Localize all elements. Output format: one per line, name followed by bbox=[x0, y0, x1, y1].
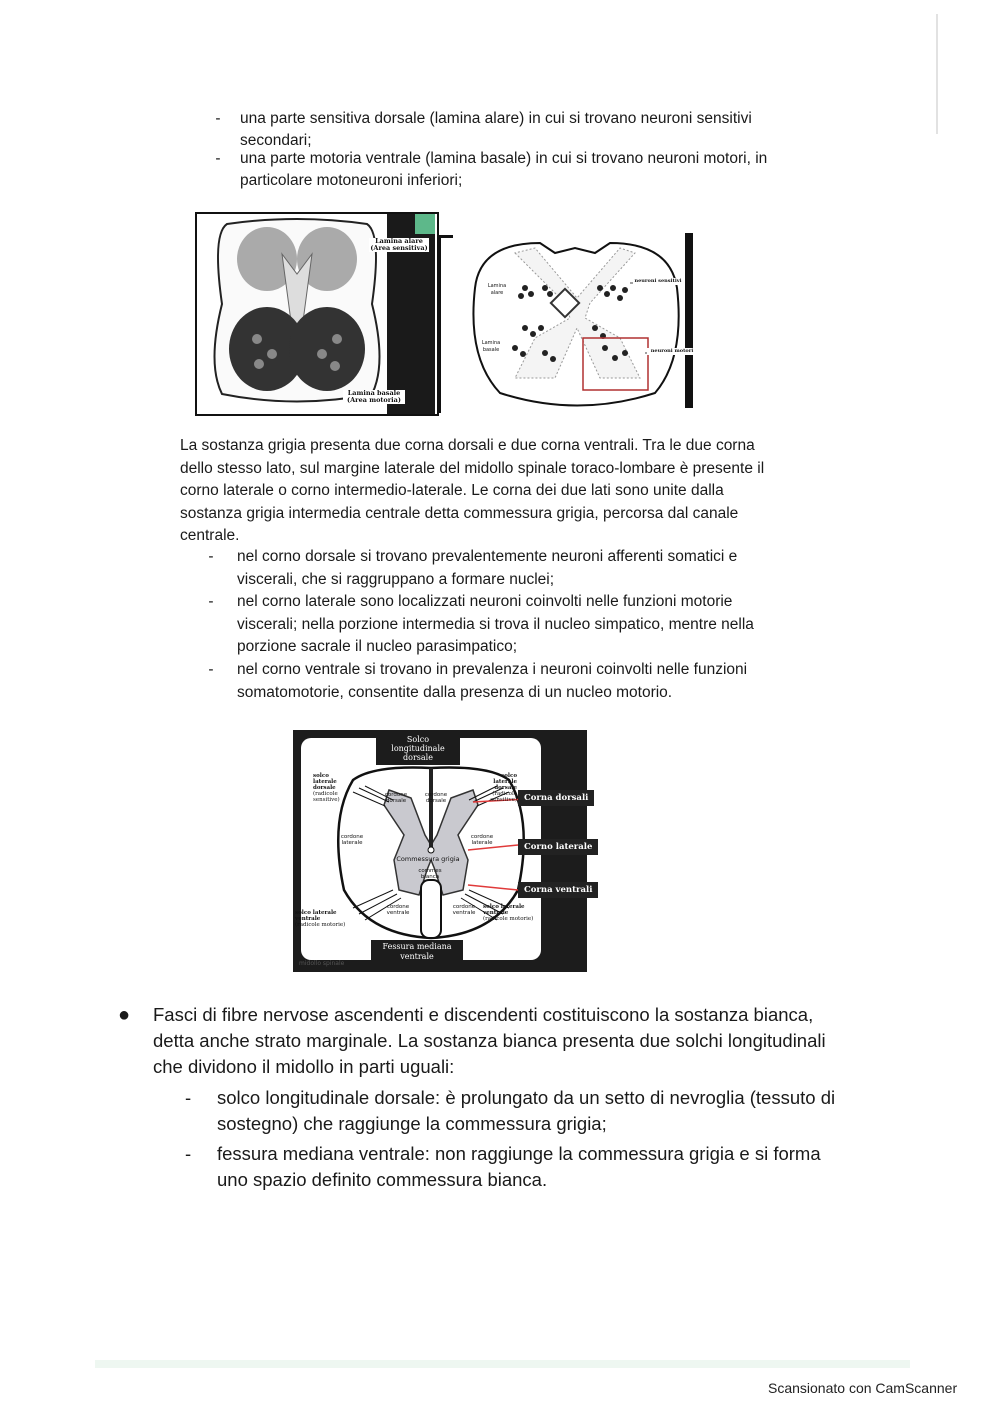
solco-laterale-ventrale-label-right: solco laterale ventrale (radicole motorie) bbox=[483, 904, 534, 922]
commessura-grigia-label: Commessura grigia bbox=[396, 855, 460, 863]
list-line: una parte sensitiva dorsale (lamina alare) in cui si trovano neuroni sensitivi bbox=[240, 110, 752, 127]
neuroni-motori-label: neuroni motori bbox=[647, 348, 697, 355]
para-line: dello stesso lato, sul margine laterale del midollo spinale toraco-lombare è presente il bbox=[180, 459, 765, 477]
list-line: porzione sacrale il nucleo parasimpatico; bbox=[237, 638, 518, 655]
list-line: fessura mediana ventrale: non raggiunge la commessura grigia e si forma bbox=[217, 1143, 821, 1164]
cordone-laterale-label-right: cordone laterale bbox=[470, 834, 494, 846]
list-line: nel corno dorsale si trovano prevalentemente neuroni afferenti somatici e bbox=[237, 548, 738, 565]
para-line: sostanza grigia intermedia centrale detta commessura grigia, percorsa dal canale bbox=[180, 504, 739, 522]
bullet-line: Fasci di fibre nervose ascendenti e discendenti costituiscono la sostanza bianca, bbox=[153, 1004, 814, 1025]
list-line: una parte motoria ventrale (lamina basale) in cui si trovano neuroni motori, in bbox=[240, 150, 768, 167]
bullet-line: che dividono il midollo in parti uguali: bbox=[153, 1056, 455, 1077]
cross-section-svg bbox=[455, 228, 700, 413]
fessura-mediana-label: Fessura mediana ventrale bbox=[371, 940, 463, 964]
solco-laterale-dorsale-label-right: solco laterale dorsale (radicole sensitive) bbox=[490, 773, 517, 803]
paragraph-sostanza-grigia bbox=[180, 435, 860, 548]
cordone-dorsale-label: cordone dorsale bbox=[384, 792, 408, 804]
list-line: uno spazio definito commessura bianca. bbox=[217, 1169, 548, 1190]
lamina-basale-label: Lamina basale (Area motoria) bbox=[343, 390, 405, 404]
footer-bar bbox=[95, 1360, 910, 1368]
list-line: viscerali; nella porzione intermedia si trova il nucleo simpatico, mentre nella bbox=[237, 615, 754, 633]
para-line: centrale. bbox=[180, 527, 240, 544]
cordone-ventrale-label: cordone ventrale bbox=[386, 904, 410, 916]
list-line: somatomotorie, consentite dalla presenza di un nucleo motorio. bbox=[237, 683, 673, 701]
corna-dorsali-label: Corna dorsali bbox=[518, 790, 594, 806]
list-line: nel corno laterale sono localizzati neuroni coinvolti nelle funzioni motorie bbox=[237, 593, 733, 610]
cordone-ventrale-label-right: cordone ventrale bbox=[452, 904, 476, 916]
neuroni-sensitivi-label: neuroni sensitivi bbox=[634, 278, 682, 284]
list-line: solco longitudinale dorsale: è prolungato da un setto di nevroglia (tessuto di bbox=[217, 1087, 836, 1108]
lamina-basale-small: Lamina basale bbox=[481, 340, 501, 353]
solco-longitudinale-label: Solco longitudinale dorsale bbox=[376, 732, 460, 765]
bullet-icon: ● bbox=[118, 1004, 131, 1026]
cordone-laterale-label: cordone laterale bbox=[340, 834, 364, 846]
lamina-alare-label: Lamina alare (Area sensitiva) bbox=[370, 237, 428, 252]
para-line: corno laterale o corno intermedio-laterale. Le corna dei due lati sono unite dalla bbox=[180, 482, 724, 499]
page-edge bbox=[936, 14, 938, 134]
corna-ventrali-label: Corna ventrali bbox=[518, 882, 598, 898]
camscanner-watermark: Scansionato con CamScanner bbox=[768, 1380, 958, 1396]
bullet-line: detta anche strato marginale. La sostanza bianca presenta due solchi longitudinali bbox=[153, 1030, 826, 1051]
solco-laterale-ventrale-label: solco laterale ventrale (radicole motorie) bbox=[295, 910, 346, 928]
figure-cross-section bbox=[455, 228, 700, 413]
list-line: viscerali, che si raggruppano a formare nuclei; bbox=[237, 570, 555, 588]
list-line: particolare motoneuroni inferiori; bbox=[240, 171, 463, 189]
list-line: secondari; bbox=[240, 131, 312, 149]
para-line: La sostanza grigia presenta due corna dorsali e due corna ventrali. Tra le due corna bbox=[180, 437, 755, 454]
solco-laterale-dorsale-label: solco laterale dorsale (radicole sensitive) bbox=[313, 773, 340, 803]
corno-laterale-label: Corno laterale bbox=[518, 839, 598, 855]
lamina-alare-small: Lamina alare bbox=[487, 283, 507, 296]
figure-divider bbox=[438, 235, 453, 413]
list-line: nel corno ventrale si trovano in prevalenza i neuroni coinvolti nelle funzioni bbox=[237, 661, 748, 678]
commessura-bianca-label: commes bianca bbox=[418, 868, 442, 880]
bottom-caption: midollo spinale bbox=[299, 960, 345, 967]
cordone-dorsale-label-right: cordone dorsale bbox=[424, 792, 448, 804]
figure-lamina-diagram bbox=[195, 212, 439, 416]
list-line: sostegno) che raggiunge la commessura grigia; bbox=[217, 1113, 607, 1134]
